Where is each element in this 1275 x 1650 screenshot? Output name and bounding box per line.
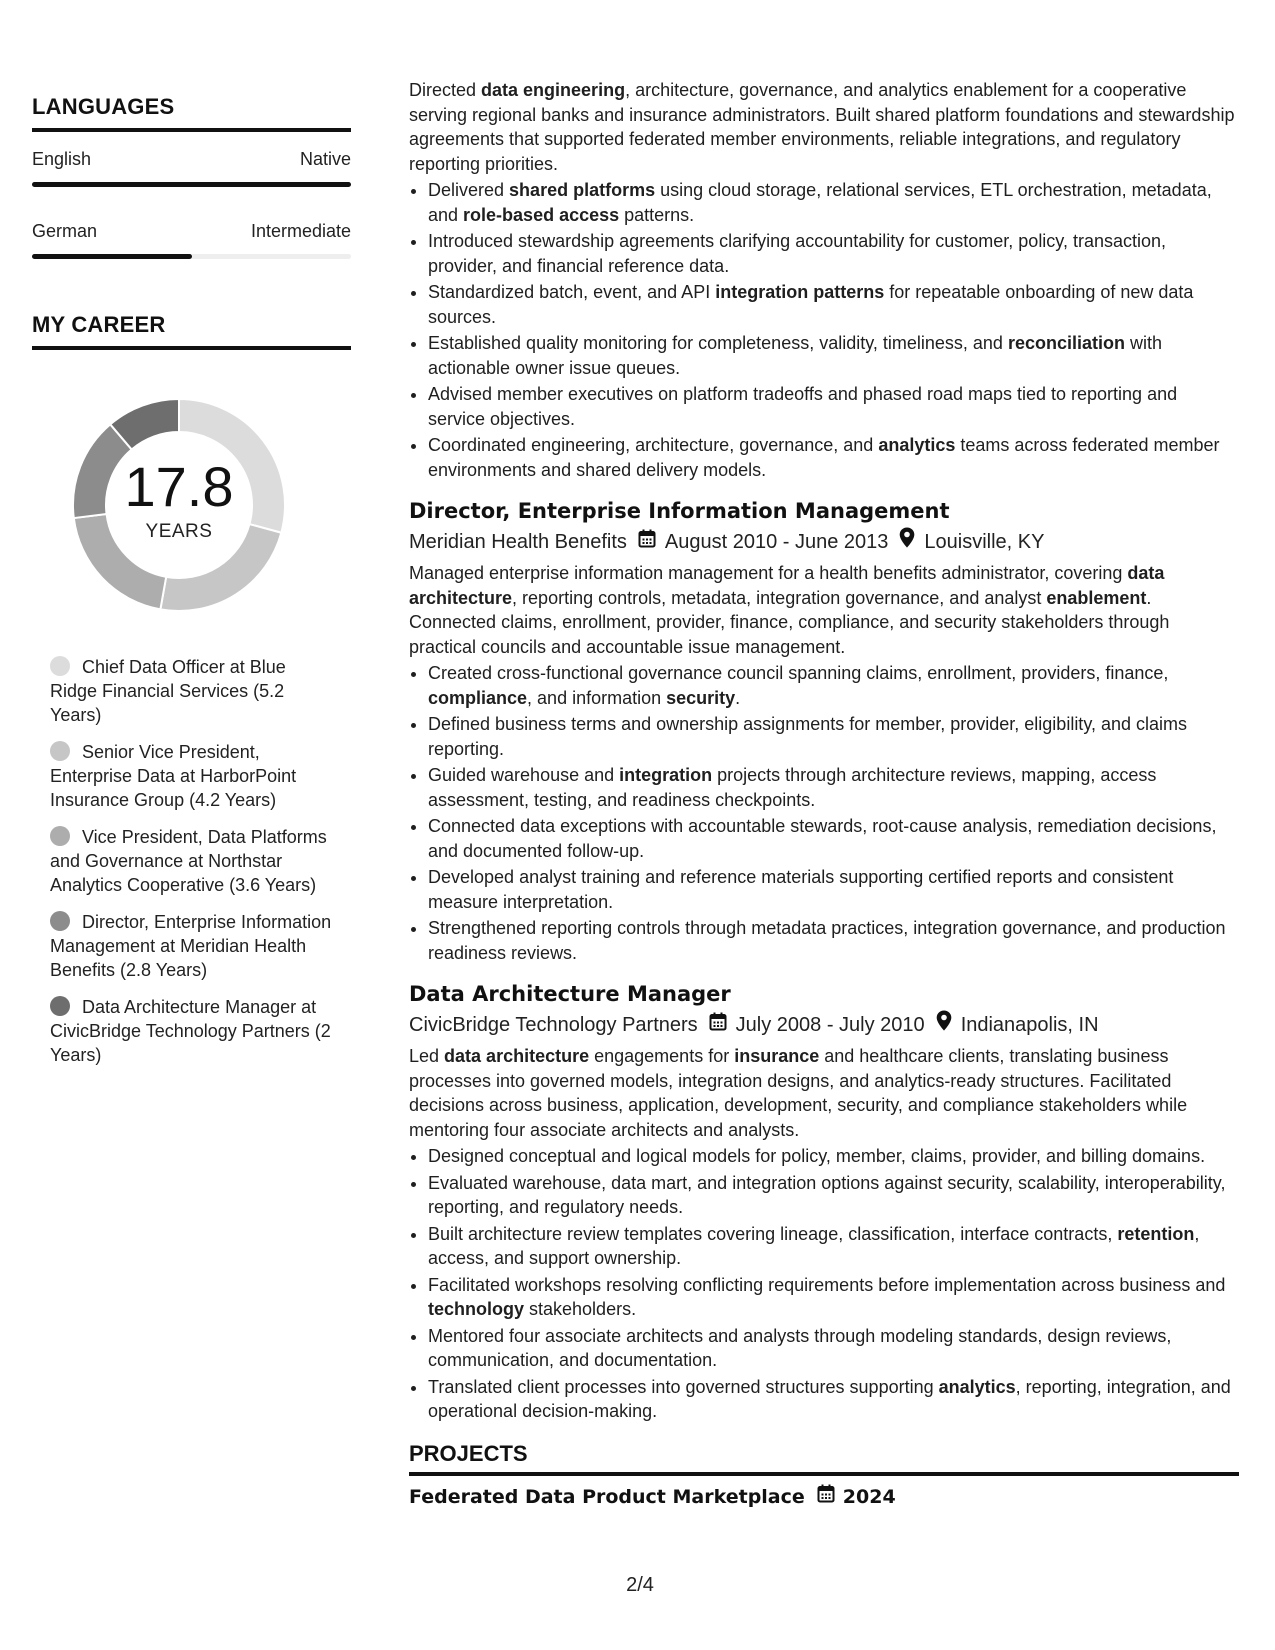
legend-label: Senior Vice President, Enterprise Data at HarborPoint Insurance Group (4.2 Years) — [50, 742, 297, 810]
text-run: stakeholders. — [524, 1299, 637, 1319]
text-run: Introduced stewardship agreements clarifying accountability for customer, policy, transaction, provider, and financial reference data. — [428, 231, 1167, 276]
company-name: CivicBridge Technology Partners — [409, 1014, 698, 1036]
bold-keyword: analytics — [878, 435, 956, 455]
text-run: Guided warehouse and — [428, 765, 620, 785]
bold-keyword: enablement — [1046, 587, 1147, 608]
text-run: Advised member executives on platform tradeoffs and phased road maps tied to reporting and service objectives. — [428, 384, 1178, 429]
text-run: Delivered — [428, 180, 510, 200]
project-item — [409, 1484, 1239, 1510]
text-run: projects through architecture reviews, mapping, access assessment, testing, and readiness checkpoints. — [428, 765, 1157, 810]
job-bullet — [428, 331, 1239, 380]
job-title: Data Architecture Manager — [409, 982, 731, 1006]
legend-label: Director, Enterprise Information Management at Meridian Health Benefits (2.8 Years) — [50, 912, 332, 980]
job-bullet — [428, 229, 1239, 278]
language-name: German — [32, 221, 98, 241]
bold-keyword: compliance — [428, 687, 528, 708]
job-bullet — [428, 1222, 1239, 1271]
career-legend-item — [50, 655, 332, 727]
career-donut-chart — [66, 392, 292, 618]
legend-swatch — [50, 656, 70, 676]
career-legend-item — [50, 825, 332, 897]
job-bullet — [428, 1171, 1239, 1220]
text-run: using cloud storage, relational services, ETL orchestration, metadata, and — [428, 180, 1212, 225]
job-bullet — [428, 433, 1239, 482]
text-run: and healthcare clients, translating business processes into governed models, integration designs, and analytics-ready structures. Facilitated decisions across business, application, development, security, and compliance stakeholders while mentoring four associate architects and analysts. — [409, 1046, 1188, 1140]
job-bullet — [428, 1273, 1239, 1322]
bold-keyword: retention — [1117, 1223, 1195, 1244]
text-run: . Connected claims, enrollment, provider, finance, compliance, and security stakeholders through practical councils and accountable issue management. — [409, 587, 1170, 657]
language-line — [32, 221, 351, 242]
legend-swatch — [50, 826, 70, 846]
projects-heading: PROJECTS — [409, 1442, 1239, 1477]
text-run: Standardized batch, event, and API — [428, 282, 716, 302]
job-bullet — [428, 865, 1239, 914]
project-name: Federated Data Product Marketplace — [409, 1485, 805, 1508]
page-number: 2/4 — [626, 1574, 654, 1596]
languages-list — [32, 149, 351, 259]
calendar-icon — [638, 527, 656, 557]
text-run: Translated client processes into governed structures supporting — [428, 1376, 939, 1397]
map-pin-icon — [936, 1010, 952, 1040]
language-level-bar — [32, 254, 351, 259]
text-run: , architecture, governance, and analytics enablement for a cooperative serving regional banks and insurance administrators. Built shared platform foundations and stewardship agreements that supported federated member environments, reliable integrations, and regulatory reporting priorities. — [409, 80, 1235, 174]
career-legend-item — [50, 740, 332, 812]
legend-label: Data Architecture Manager at CivicBridge Technology Partners (2 Years) — [50, 997, 331, 1065]
text-run: Connected data exceptions with accountable stewards, root-cause analysis, remediation decisions, and documented follow-up. — [428, 816, 1217, 861]
language-line — [32, 149, 351, 170]
text-run: Led — [409, 1046, 445, 1066]
bold-keyword: data engineering — [481, 80, 626, 100]
job-bullets — [409, 178, 1239, 482]
language-level-bar — [32, 182, 351, 187]
text-run: Established quality monitoring for completeness, validity, timeliness, and — [428, 333, 1008, 353]
job-summary — [409, 78, 1239, 176]
job-meta — [409, 527, 1239, 557]
job-summary — [409, 1044, 1239, 1142]
text-run: , access, and support ownership. — [428, 1223, 1200, 1268]
map-pin-icon — [899, 527, 915, 557]
legend-swatch — [50, 911, 70, 931]
job-meta — [409, 1010, 1239, 1040]
bold-keyword: data architecture — [444, 1046, 590, 1066]
bold-keyword: integration — [619, 765, 713, 785]
text-run: . — [735, 687, 741, 708]
text-run: Developed analyst training and reference materials supporting certified reports and consistent measure interpretation. — [428, 867, 1174, 912]
bold-keyword: analytics — [938, 1376, 1016, 1397]
calendar-icon — [709, 1010, 727, 1040]
text-run: Created cross-functional governance council spanning claims, enrollment, providers, finance, — [428, 663, 1169, 683]
language-item — [32, 149, 351, 187]
job-bullet — [428, 661, 1239, 710]
text-run: engagements for — [589, 1046, 735, 1066]
job-bullet — [428, 178, 1239, 227]
job-location: Louisville, KY — [924, 531, 1045, 553]
bold-keyword: technology — [428, 1299, 525, 1319]
job-bullet — [428, 1375, 1239, 1424]
legend-swatch — [50, 996, 70, 1016]
job-dates: July 2008 - July 2010 — [735, 1014, 925, 1036]
career-legend-item — [50, 910, 332, 982]
career-legend-item — [50, 995, 332, 1067]
language-level-fill — [32, 182, 351, 187]
language-item — [32, 221, 351, 259]
job-dates: August 2010 - June 2013 — [664, 531, 889, 553]
bold-keyword: insurance — [734, 1046, 820, 1066]
projects-list — [409, 1484, 1239, 1510]
career-total-unit: YEARS — [145, 521, 213, 542]
job-bullets — [409, 1144, 1239, 1424]
job-location: Indianapolis, IN — [960, 1014, 1099, 1036]
job-bullet — [428, 712, 1239, 761]
donut-center — [66, 392, 292, 618]
company-name: Meridian Health Benefits — [409, 531, 627, 553]
job-bullet — [428, 916, 1239, 965]
text-run: Strengthened reporting controls through metadata practices, integration governance, and production readiness reviews. — [428, 918, 1226, 963]
text-run: Built architecture review templates covering lineage, classification, interface contracts, — [428, 1223, 1118, 1244]
bold-keyword: data architecture — [409, 563, 1165, 608]
language-level: Intermediate — [250, 221, 351, 241]
job-bullet — [428, 1144, 1239, 1169]
text-run: teams across federated member environments and shared delivery models. — [428, 435, 1220, 480]
job-bullet — [428, 382, 1239, 431]
career-legend — [32, 655, 332, 1067]
language-level: Native — [299, 149, 351, 169]
job-bullet — [428, 763, 1239, 812]
legend-label: Chief Data Officer at Blue Ridge Financial Services (5.2 Years) — [50, 657, 286, 725]
project-year: 2024 — [842, 1485, 896, 1508]
language-level-fill — [32, 254, 192, 259]
job-bullet — [428, 1324, 1239, 1373]
text-run: Evaluated warehouse, data mart, and integration options against security, scalability, interoperability, reporting, and regulatory needs. — [428, 1172, 1226, 1217]
text-run: , reporting, integration, and operational decision-making. — [428, 1376, 1231, 1421]
languages-heading: LANGUAGES — [32, 94, 351, 132]
text-run: Coordinated engineering, architecture, governance, and — [428, 435, 879, 455]
job-bullets — [409, 661, 1239, 965]
career-total-years: 17.8 — [124, 455, 234, 518]
text-run: Directed — [409, 80, 482, 100]
job-summary — [409, 561, 1239, 659]
legend-label: Vice President, Data Platforms and Governance at Northstar Analytics Cooperative (3.6 Years) — [50, 827, 327, 895]
jobs-list — [409, 496, 1239, 1424]
bold-keyword: integration patterns — [715, 282, 885, 302]
text-run: for repeatable onboarding of new data sources. — [428, 282, 1194, 327]
text-run: Defined business terms and ownership assignments for member, provider, eligibility, and claims reporting. — [428, 714, 1188, 759]
legend-swatch — [50, 741, 70, 761]
text-run: Designed conceptual and logical models for policy, member, claims, provider, and billing domains. — [428, 1146, 1206, 1166]
text-run: Managed enterprise information management for a health benefits administrator, covering — [409, 563, 1128, 583]
job-bullet — [428, 814, 1239, 863]
text-run: Facilitated workshops resolving conflicting requirements before implementation across business and — [428, 1274, 1226, 1295]
bold-keyword: shared platforms — [509, 180, 656, 200]
job-bullet — [428, 280, 1239, 329]
job-title: Director, Enterprise Information Management — [409, 499, 950, 523]
text-run: , and information — [527, 687, 667, 708]
career-heading: MY CAREER — [32, 312, 351, 350]
bold-keyword: role-based access — [463, 204, 620, 225]
bold-keyword: reconciliation — [1007, 333, 1125, 353]
text-run: Mentored four associate architects and analysts through modeling standards, design reviews, communication, and documentation. — [428, 1325, 1172, 1370]
language-name: English — [32, 149, 92, 169]
text-run: with actionable owner issue queues. — [428, 333, 1162, 378]
text-run: , reporting controls, metadata, integration governance, and analyst — [512, 587, 1047, 608]
sidebar — [32, 94, 351, 1080]
calendar-icon — [817, 1484, 835, 1510]
text-run: patterns. — [619, 204, 695, 225]
experience-column — [409, 78, 1239, 1510]
bold-keyword: security — [666, 687, 736, 708]
